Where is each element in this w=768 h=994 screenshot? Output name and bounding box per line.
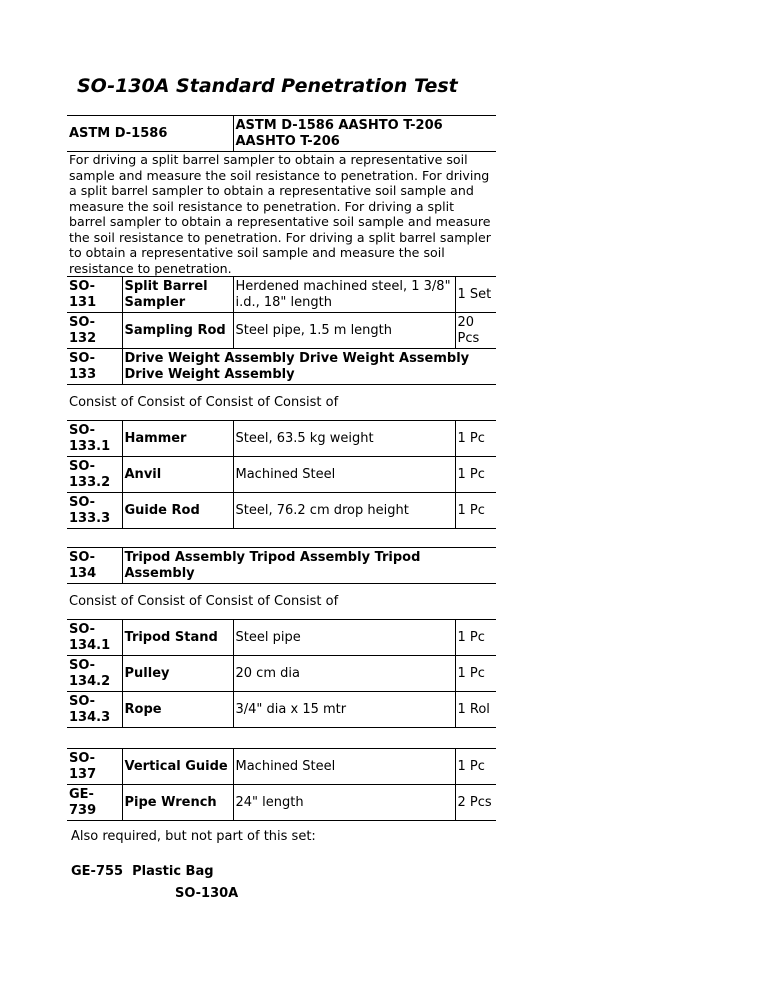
table-row xyxy=(67,277,496,313)
page-title: SO-130A Standard Penetration Test xyxy=(77,75,458,97)
standard-right: ASTM D-1586 AASHTO T-206 AASHTO T-206 xyxy=(233,116,496,152)
item-code: SO-134.3 xyxy=(67,692,122,728)
item-quantity: 1 Pc xyxy=(455,656,496,692)
extra-item-code: GE-755 xyxy=(71,864,124,879)
item-code: SO-133.3 xyxy=(67,493,122,529)
table-row xyxy=(67,313,496,349)
item-name: Anvil xyxy=(122,457,233,493)
tripod-assembly-row xyxy=(67,548,496,584)
item-name: Pulley xyxy=(122,656,233,692)
item-quantity: 20 Pcs xyxy=(455,313,496,349)
equipment-table xyxy=(67,115,496,821)
item-code: SO-132 xyxy=(67,313,122,349)
item-name: Hammer xyxy=(122,421,233,457)
consist-text: Consist of Consist of Consist of Consist of xyxy=(67,385,496,421)
spacer-row xyxy=(67,529,496,548)
standard-left: ASTM D-1586 xyxy=(67,116,233,152)
item-name: Sampling Rod xyxy=(122,313,233,349)
item-code: SO-134.2 xyxy=(67,656,122,692)
item-name: Tripod Assembly Tripod Assembly Tripod Assembly xyxy=(122,548,496,584)
item-code: SO-137 xyxy=(67,749,122,785)
extra-item xyxy=(71,864,214,879)
item-description: Herdened machined steel, 1 3/8" i.d., 18" length xyxy=(233,277,455,313)
item-name: Guide Rod xyxy=(122,493,233,529)
item-code: SO-131 xyxy=(67,277,122,313)
consist-text: Consist of Consist of Consist of Consist of xyxy=(67,584,496,620)
table-row xyxy=(67,620,496,656)
item-description: Machined Steel xyxy=(233,749,455,785)
item-code: SO-134.1 xyxy=(67,620,122,656)
item-name: Rope xyxy=(122,692,233,728)
item-code: SO-133.1 xyxy=(67,421,122,457)
item-description: Steel pipe, 1.5 m length xyxy=(233,313,455,349)
table-row xyxy=(67,785,496,821)
item-description: 24" length xyxy=(233,785,455,821)
item-description: Machined Steel xyxy=(233,457,455,493)
also-required-note: Also required, but not part of this set: xyxy=(71,829,316,844)
item-name: Vertical Guide xyxy=(122,749,233,785)
extra-item-name: Plastic Bag xyxy=(132,864,214,879)
table-row xyxy=(67,692,496,728)
table-row xyxy=(67,421,496,457)
table-row xyxy=(67,749,496,785)
item-code: GE-739 xyxy=(67,785,122,821)
item-quantity: 2 Pcs xyxy=(455,785,496,821)
item-code: SO-133.2 xyxy=(67,457,122,493)
description-text: For driving a split barrel sampler to obtain a representative soil sample and measure the soil resistance to penetration. For driving a split barrel sampler to obtain a representative soil sample and measure the soil resistance to penetration. For driving a split barrel sampler to obtain a representative soil sample and measure the soil resistance to penetration. For driving a split barrel sampler to obtain a representative soil sample and measure the soil resistance to penetration. xyxy=(67,152,496,277)
item-name: Drive Weight Assembly Drive Weight Assembly Drive Weight Assembly xyxy=(122,349,496,385)
item-description: Steel, 63.5 kg weight xyxy=(233,421,455,457)
item-description: 3/4" dia x 15 mtr xyxy=(233,692,455,728)
item-quantity: 1 Rol xyxy=(455,692,496,728)
description-row xyxy=(67,152,496,277)
item-quantity: 1 Set xyxy=(455,277,496,313)
drive-assembly-row xyxy=(67,349,496,385)
item-description: Steel pipe xyxy=(233,620,455,656)
table-row xyxy=(67,656,496,692)
item-quantity: 1 Pc xyxy=(455,457,496,493)
item-code: SO-133 xyxy=(67,349,122,385)
tripod-consist-row xyxy=(67,584,496,620)
item-quantity: 1 Pc xyxy=(455,620,496,656)
item-name: Pipe Wrench xyxy=(122,785,233,821)
item-quantity: 1 Pc xyxy=(455,749,496,785)
drive-consist-row xyxy=(67,385,496,421)
footer-code: SO-130A xyxy=(175,886,239,901)
document-body xyxy=(67,115,496,821)
item-description: 20 cm dia xyxy=(233,656,455,692)
item-code: SO-134 xyxy=(67,548,122,584)
item-description: Steel, 76.2 cm drop height xyxy=(233,493,455,529)
standards-row xyxy=(67,116,496,152)
table-row xyxy=(67,457,496,493)
item-name: Tripod Stand xyxy=(122,620,233,656)
spacer-row xyxy=(67,728,496,749)
table-row xyxy=(67,493,496,529)
item-quantity: 1 Pc xyxy=(455,493,496,529)
item-quantity: 1 Pc xyxy=(455,421,496,457)
item-name: Split Barrel Sampler xyxy=(122,277,233,313)
